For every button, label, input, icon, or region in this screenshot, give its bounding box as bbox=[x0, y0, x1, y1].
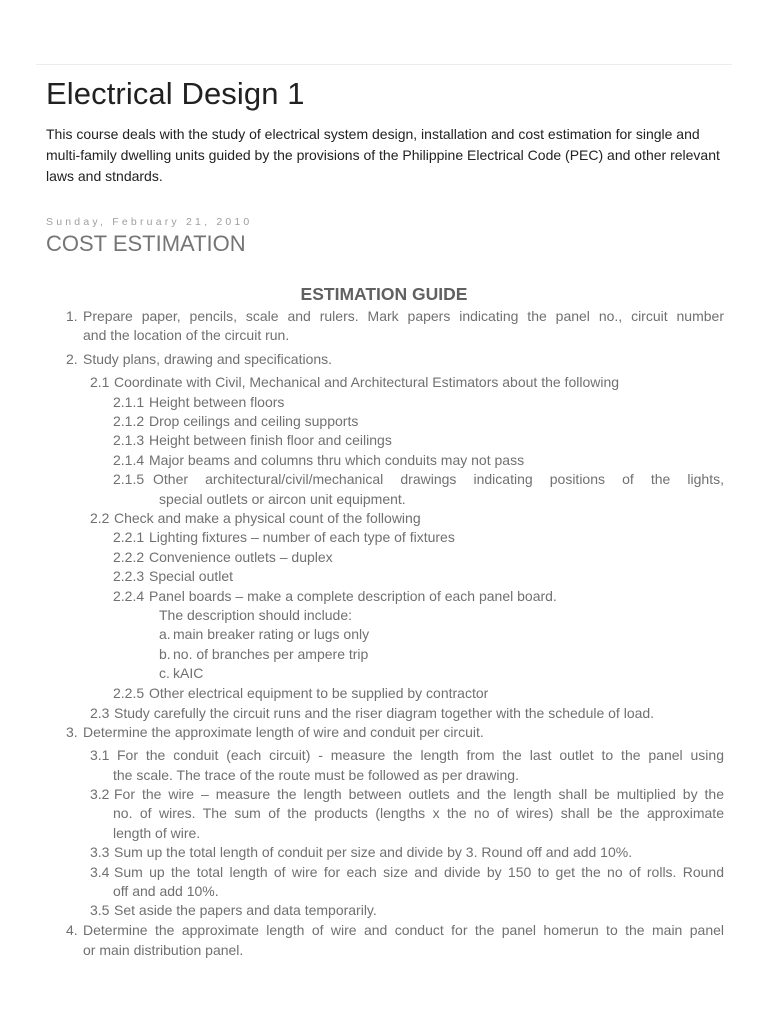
list-letter: b. bbox=[159, 646, 171, 662]
list-text: Lighting fixtures – number of each type of fixtures bbox=[149, 529, 455, 545]
list-text: Drop ceilings and ceiling supports bbox=[149, 413, 359, 429]
list-text-continued: or main distribution panel. bbox=[83, 942, 244, 958]
list-text: Sum up the total length of wire for each size and divide by 150 to get the no of rolls. Round bbox=[114, 864, 724, 880]
list-text: Height between floors bbox=[149, 394, 285, 410]
list-number: 3.3 bbox=[90, 844, 110, 860]
blog-description: This course deals with the study of electrical system design, installation and cost estimation for single and multi-family dwelling units guided by the provisions of the Philippine Electrical Code (PEC) and other relevant laws and stndards. bbox=[46, 126, 720, 184]
list-text-continued: length of wire. bbox=[113, 825, 201, 841]
list-number: 2.2 bbox=[90, 510, 110, 526]
list-text-continued: and the location of the circuit run. bbox=[83, 327, 290, 343]
list-text: Set aside the papers and data temporarily. bbox=[114, 902, 377, 918]
list-text: Panel boards – make a complete description of each panel board. bbox=[149, 588, 557, 604]
list-number: 3. bbox=[66, 724, 78, 740]
list-text-continued: no. of wires. The sum of the products (lengths x the no of wires) shall be the approximate bbox=[113, 805, 724, 821]
list-text: For the conduit (each circuit) - measure the length from the last outlet to the panel using bbox=[117, 747, 724, 763]
list-letter: a. bbox=[159, 626, 171, 642]
list-number: 2.1.1 bbox=[113, 394, 145, 410]
list-text: Height between finish floor and ceilings bbox=[149, 432, 392, 448]
estimation-guide-heading: ESTIMATION GUIDE bbox=[300, 284, 468, 304]
list-number: 2. bbox=[66, 351, 78, 367]
list-text-continued: off and add 10%. bbox=[113, 883, 219, 899]
list-text: Other electrical equipment to be supplied by contractor bbox=[149, 685, 489, 701]
list-text: Study carefully the circuit runs and the riser diagram together with the schedule of load. bbox=[114, 705, 655, 721]
list-text: Determine the approximate length of wire and conduit per circuit. bbox=[83, 724, 484, 740]
list-text: Major beams and columns thru which conduits may not pass bbox=[149, 452, 525, 468]
list-number: 2.1.5 bbox=[113, 471, 145, 487]
list-number: 3.4 bbox=[90, 864, 110, 880]
list-text: Study plans, drawing and specifications. bbox=[83, 351, 333, 367]
list-text: Special outlet bbox=[149, 568, 234, 584]
list-number: 2.2.1 bbox=[113, 529, 145, 545]
post-title[interactable]: COST ESTIMATION bbox=[46, 231, 246, 256]
list-text: no. of branches per ampere trip bbox=[173, 646, 369, 662]
list-number: 2.2.2 bbox=[113, 549, 145, 565]
list-number: 2.2.4 bbox=[113, 588, 145, 604]
list-text: Prepare paper, pencils, scale and rulers. Mark papers indicating the panel no., circuit number bbox=[83, 308, 724, 324]
list-text: Coordinate with Civil, Mechanical and Architectural Estimators about the following bbox=[114, 374, 620, 390]
list-text: Check and make a physical count of the following bbox=[114, 510, 421, 526]
list-text-continued: the scale. The trace of the route must be followed as per drawing. bbox=[113, 767, 519, 783]
list-number: 1. bbox=[66, 308, 78, 324]
list-text: For the wire – measure the length between outlets and the length shall be multiplied by the bbox=[114, 786, 724, 802]
list-text: Convenience outlets – duplex bbox=[149, 549, 333, 565]
post-date: Sunday, February 21, 2010 bbox=[46, 216, 253, 228]
list-text-continued: The description should include: bbox=[159, 607, 353, 623]
list-number: 2.1.3 bbox=[113, 432, 145, 448]
list-number: 2.1 bbox=[90, 374, 110, 390]
list-text: Sum up the total length of conduit per size and divide by 3. Round off and add 10%. bbox=[114, 844, 633, 860]
list-text: main breaker rating or lugs only bbox=[173, 626, 370, 642]
blog-title[interactable]: Electrical Design 1 bbox=[46, 76, 305, 111]
list-text: Other architectural/civil/mechanical drawings indicating positions of the lights, bbox=[153, 471, 724, 487]
list-number: 2.1.2 bbox=[113, 413, 145, 429]
list-number: 2.3 bbox=[90, 705, 110, 721]
list-number: 2.1.4 bbox=[113, 452, 145, 468]
list-number: 3.5 bbox=[90, 902, 110, 918]
list-number: 3.1 bbox=[90, 747, 110, 763]
list-number: 4. bbox=[66, 922, 78, 938]
list-letter: c. bbox=[159, 665, 170, 681]
list-text-continued: special outlets or aircon unit equipment. bbox=[159, 491, 406, 507]
list-number: 2.2.5 bbox=[113, 685, 145, 701]
list-text: kAIC bbox=[173, 665, 204, 681]
list-text: Determine the approximate length of wire and conduct for the panel homerun to the main panel bbox=[83, 922, 724, 938]
list-number: 3.2 bbox=[90, 786, 110, 802]
list-number: 2.2.3 bbox=[113, 568, 145, 584]
